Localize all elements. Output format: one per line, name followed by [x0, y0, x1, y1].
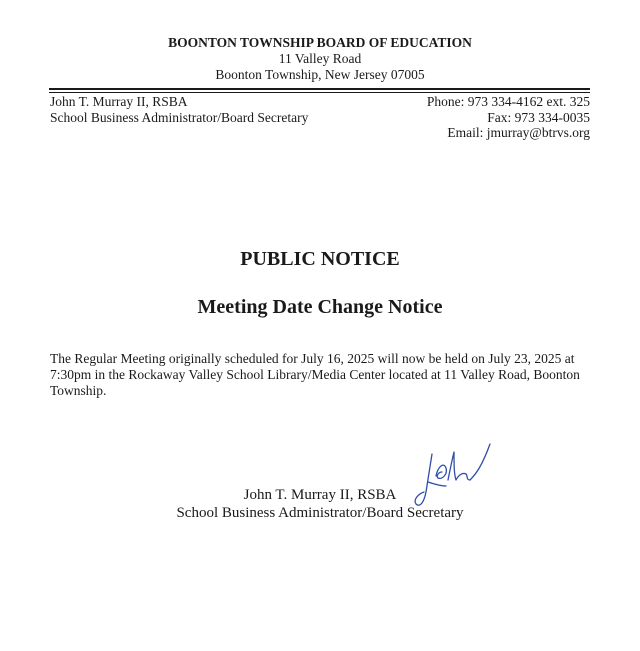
sender-name: John T. Murray II, RSBA: [50, 94, 188, 109]
header-divider-thick: [49, 88, 590, 90]
sender-info: [50, 94, 308, 125]
contact-details: [427, 94, 590, 141]
sender-title: School Business Administrator/Board Secretary: [50, 109, 309, 125]
notice-heading: PUBLIC NOTICE: [240, 248, 400, 270]
signatory-title: School Business Administrator/Board Secretary: [176, 505, 464, 521]
signature-block: [0, 486, 640, 522]
header-divider-thin: [49, 92, 590, 93]
signatory-name: John T. Murray II, RSBA: [243, 487, 397, 503]
address-line-1: 11 Valley Road: [278, 51, 362, 66]
notice-subheading: Meeting Date Change Notice: [197, 296, 443, 318]
letterhead: [0, 35, 640, 83]
fax-number: Fax: 973 334-0035: [487, 109, 590, 125]
notice-body: The Regular Meeting originally scheduled for July 16, 2025 will now be held on July 23, 2025 at 7:30pm in the Rockaway Valley School Library/Media Center located at 11 Valley Road, Boonton Township.: [50, 351, 580, 398]
email-address: Email: jmurray@btrvs.org: [447, 125, 590, 140]
address-line-2: Boonton Township, New Jersey 07005: [215, 67, 425, 82]
organization-name: BOONTON TOWNSHIP BOARD OF EDUCATION: [168, 35, 472, 50]
phone-number: Phone: 973 334-4162 ext. 325: [426, 94, 590, 109]
